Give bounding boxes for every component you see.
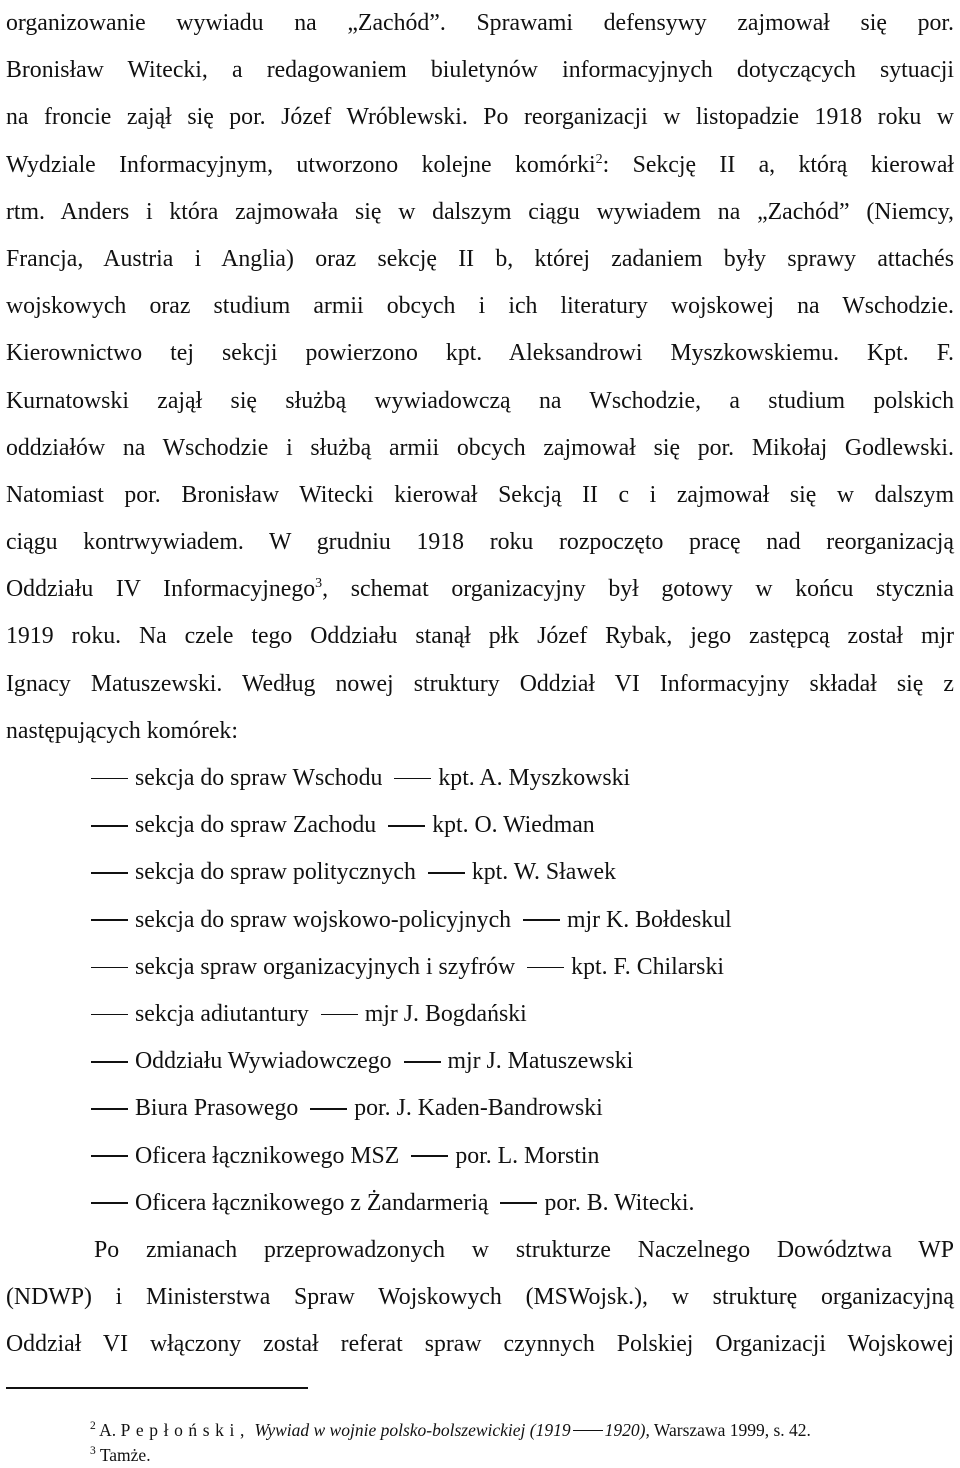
dash-rule — [573, 1430, 603, 1431]
dash-rule — [527, 967, 564, 969]
unit-name: sekcja do spraw Wschodu — [135, 765, 383, 791]
body-text — [6, 0, 954, 1368]
document-page — [6, 0, 954, 1465]
text-line: na froncie zajął się por. Józef Wróblewski. Po reorganizacji w listopadzie 1918 roku w — [6, 104, 954, 131]
list-item — [6, 802, 954, 849]
unit-name: Biura Prasowego — [135, 1095, 299, 1122]
text-line: Bronisław Witecki, a redagowaniem biuletynów informacyjnych dotyczących sytuacji — [6, 57, 954, 84]
unit-head: mjr J. Matuszewski — [447, 1048, 634, 1075]
unit-head: kpt. O. Wiedman — [432, 812, 595, 839]
unit-head: kpt. W. Sławek — [471, 859, 616, 886]
dash-rule — [500, 1202, 537, 1204]
unit-head: kpt. F. Chilarski — [571, 953, 724, 980]
footnote-title-part: Wywiad w wojnie polsko-bolszewickiej (1919 — [254, 1420, 571, 1440]
text-line: Kurnatowski zajął się służbą wywiadowczą na Wschodzie, a studium polskich — [6, 387, 954, 414]
list-item — [6, 1038, 954, 1085]
unit-name: Oficera łącznikowego z Żandarmerią — [135, 1189, 489, 1216]
list-item — [6, 991, 954, 1038]
text-line — [6, 142, 954, 189]
unit-head: mjr J. Bogdański — [364, 1000, 527, 1027]
footnote-separator — [6, 1387, 308, 1389]
unit-name: Oficera łącznikowego MSZ — [135, 1142, 400, 1169]
list-item — [6, 849, 954, 896]
unit-name: sekcja do spraw Zachodu — [135, 812, 377, 839]
text-line: (NDWP) i Ministerstwa Spraw Wojskowych (MSWojsk.), w strukturę organizacyjną — [6, 1284, 954, 1311]
dash-rule — [404, 1061, 441, 1063]
text-line: organizowanie wywiadu na „Zachód”. Sprawami defensywy zajmował się por. — [6, 10, 954, 36]
unit-head: por. B. Witecki. — [544, 1189, 695, 1216]
footnote-text: Tamże. — [99, 1445, 151, 1465]
text-line: następujących komórek: — [6, 717, 238, 744]
list-item — [6, 755, 954, 802]
footnote-2 — [90, 1418, 950, 1443]
dash-rule — [91, 967, 128, 969]
unit-head: mjr K. Bołdeskul — [567, 906, 732, 933]
unit-name: sekcja do spraw wojskowo-policyjnych — [135, 906, 512, 933]
text-fragment: , schemat organizacyjny był gotowy w końcu stycznia — [322, 576, 954, 603]
unit-name: sekcja do spraw politycznych — [135, 859, 416, 886]
list-item — [6, 944, 954, 991]
footnote-number: 2 — [90, 1420, 96, 1432]
text-fragment: : Sekcję II a, którą kierował — [602, 151, 954, 178]
dash-rule — [91, 1014, 128, 1016]
dash-rule — [411, 1155, 448, 1157]
footnote-3 — [90, 1443, 950, 1468]
text-line: wojskowych oraz studium armii obcych i ich literatury wojskowej na Wschodzie. — [6, 293, 954, 320]
text-line: ciągu kontrwywiadem. W grudniu 1918 roku rozpoczęto pracę nad reorganizacją — [6, 529, 954, 556]
dash-rule — [394, 778, 431, 780]
text-line: Kierownictwo tej sekcji powierzono kpt. Aleksandrowi Myszkowskiemu. Kpt. F. — [6, 340, 954, 367]
footnote-rest: , Warszawa 1999, s. 42. — [645, 1420, 811, 1440]
dash-rule — [91, 778, 128, 780]
text-line: Oddział VI włączony został referat spraw czynnych Polskiej Organizacji Wojskowej — [6, 1331, 954, 1358]
dash-rule — [321, 1014, 358, 1016]
footnote-title — [254, 1420, 645, 1440]
unit-name: sekcja adiutantury — [135, 1000, 309, 1027]
unit-head: por. L. Morstin — [455, 1142, 600, 1169]
footnote-number: 3 — [90, 1445, 96, 1457]
unit-name: Oddziału Wywiadowczego — [135, 1048, 392, 1075]
dash-rule — [523, 919, 560, 921]
text-line: oddziałów na Wschodzie i służbą armii obcych zajmował się por. Mikołaj Godlewski. — [6, 434, 954, 461]
unit-head: por. J. Kaden-Bandrowski — [354, 1095, 603, 1122]
dash-rule — [91, 1202, 128, 1204]
dash-rule — [428, 872, 465, 874]
dash-rule — [91, 1061, 128, 1063]
dash-rule — [91, 825, 128, 827]
text-fragment: Wydziale Informacyjnym, utworzono kolejne komórki — [6, 151, 596, 178]
text-line: Natomiast por. Bronisław Witecki kierował Sekcją II c i zajmował się w dalszym — [6, 481, 954, 508]
unit-list — [6, 755, 954, 1227]
text-line: Francja, Austria i Anglia) oraz sekcję II b, której zadaniem były sprawy attachés — [6, 245, 954, 272]
dash-rule — [91, 1155, 128, 1157]
unit-name: sekcja spraw organizacyjnych i szyfrów — [135, 953, 516, 980]
footnote-author-initial: A. — [99, 1420, 117, 1440]
footnotes — [90, 1418, 950, 1468]
dash-rule — [310, 1108, 347, 1110]
dash-rule — [388, 825, 425, 827]
list-item — [6, 1180, 954, 1227]
dash-rule — [91, 872, 128, 874]
list-item — [6, 1133, 954, 1180]
text-line: Ignacy Matuszewski. Według nowej struktury Oddział VI Informacyjny składał się z — [6, 670, 954, 697]
unit-head: kpt. A. Myszkowski — [438, 765, 631, 791]
text-line: 1919 roku. Na czele tego Oddziału stanął płk Józef Rybak, jego zastępcą został mjr — [6, 623, 954, 650]
footnote-ref: 3 — [315, 576, 323, 592]
text-line: rtm. Anders i która zajmowała się w dalszym ciągu wywiadem na „Zachód” (Niemcy, — [6, 198, 954, 225]
list-item — [6, 1085, 954, 1132]
text-line — [6, 566, 954, 613]
text-fragment: Oddziału IV Informacyjnego — [6, 576, 316, 603]
footnote-author: Pepłoński, — [120, 1420, 250, 1440]
list-item — [6, 897, 954, 944]
text-line: Po zmianach przeprowadzonych w strukturze Naczelnego Dowództwa WP — [94, 1236, 954, 1263]
dash-rule — [91, 1108, 128, 1110]
footnote-title-part: 1920) — [604, 1420, 646, 1440]
footnote-ref: 2 — [595, 151, 603, 167]
dash-rule — [91, 919, 128, 921]
